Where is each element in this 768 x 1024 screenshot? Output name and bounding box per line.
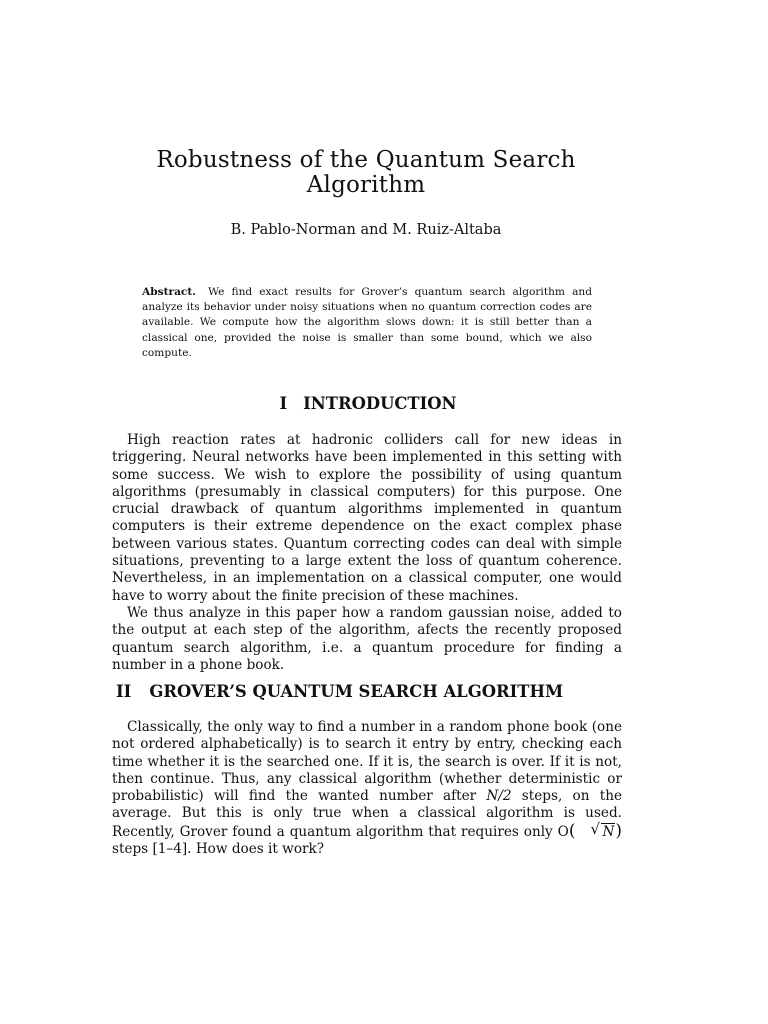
abstract (142, 285, 592, 361)
introduction-paragraph-2: We thus analyze in this paper how a random gaussian noise, added to the output at each step of the algorithm, afects the recently proposed quantum search algorithm, i.e. a quantum procedure for finding a number in a phone book. (112, 604, 622, 673)
open-paren-glyph: ( (568, 820, 576, 841)
paper-title-line-2: Algorithm (306, 172, 426, 198)
introduction-paragraph-1: High reaction rates at hadronic colliders call for new ideas in triggering. Neural networks have been implemented in this setting with some success. We wish to explore the possibility of using quantum algorithms (presumably in classical computers) for this purpose. One crucial drawback of quantum algorithms implemented in quantum computers is their extreme dependence on the exact complex phase between various states. Quantum correcting codes can deal with simple situations, preventing to a large extent the loss of quantum coherence. Nevertheless, in an implementation on a classical computer, one would have to worry about the finite precision of these machines. (112, 432, 622, 604)
abstract-label: Abstract. (142, 286, 196, 298)
grover-body (112, 719, 622, 858)
section-title: GROVER’S QUANTUM SEARCH ALGORITHM (149, 682, 564, 701)
grover-text-c: steps [1–4]. How does it work? (112, 841, 325, 858)
section-number: I (279, 394, 288, 413)
grover-text-a: Classically, the only way to find a number in a random phone book (one not ordered alphabetically) is to search it entry by entry, checking each time whether it is the searched one. If it is, the search is over. If it is not, then continue. Thus, any classical algorithm (whether deterministic or probabilistic) will find the wanted number after (112, 719, 622, 805)
paper-title-line-1: Robustness of the Quantum Search (156, 147, 576, 173)
sqrt-argument: N (602, 823, 615, 840)
section-number: II (116, 682, 132, 701)
grover-paragraph-1 (112, 719, 622, 858)
paper-authors: B. Pablo-Norman and M. Ruiz-Altaba (230, 222, 502, 238)
section-heading-grover (116, 682, 563, 702)
grover-text-b: steps, on the average. But this is only true when a classical algorithm is used. Recently, Grover found a quantum algorithm that requires only O (112, 788, 622, 840)
close-paren-glyph: ) (615, 820, 622, 841)
math-n-over-2: N/2 (486, 788, 512, 805)
section-title: INTRODUCTION (303, 394, 457, 413)
abstract-text: We find exact results for Grover’s quantum search algorithm and analyze its behavior under noisy situations when no quantum correction codes are available. We compute how the algorithm slows down: it is still better than a classical one, provided the noise is smaller than some bound, which we also compute. (142, 286, 592, 359)
sqrt-sign-glyph: √ (590, 819, 601, 838)
section-heading-introduction (248, 394, 488, 414)
paper-title (96, 148, 636, 198)
sqrt-expression (575, 819, 615, 841)
introduction-body (112, 432, 622, 674)
